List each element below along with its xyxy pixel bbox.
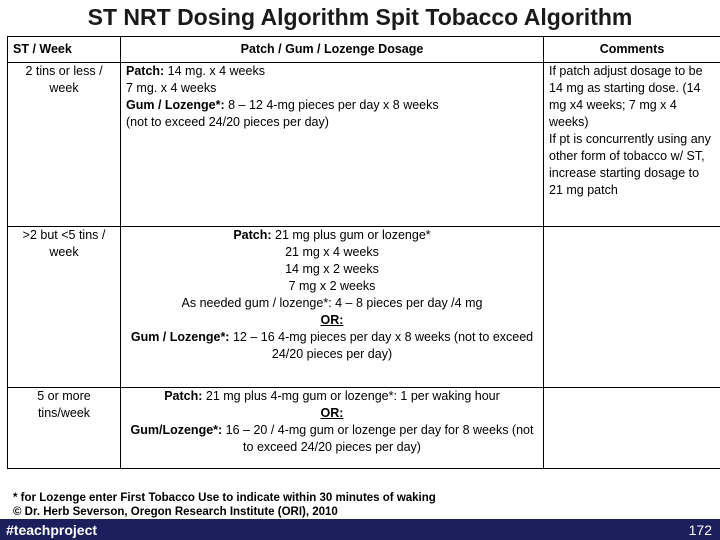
footnote-lozenge: * for Lozenge enter First Tobacco Use to indicate within 30 minutes of waking <box>13 492 436 504</box>
table-header-row <box>8 37 720 63</box>
dosage-line <box>126 227 538 244</box>
dosage-label: Patch: <box>164 389 203 403</box>
header-st-week: ST / Week <box>8 37 121 63</box>
bottom-bar <box>0 519 720 540</box>
dosage-line <box>126 295 538 312</box>
week-cell: 2 tins or less / week <box>8 63 121 227</box>
dosage-line <box>126 278 538 295</box>
comment-line: If pt is concurrently using any other form of tobacco w/ ST, increase starting dosage to 21 mg patch <box>549 132 711 197</box>
table-row-5-or-more-tins <box>8 388 720 469</box>
dosage-text: 21 mg x 4 weeks <box>285 245 379 259</box>
dosage-text: 7 mg. x 4 weeks <box>126 81 217 95</box>
dosage-cell <box>121 388 544 469</box>
dosage-cell <box>121 63 544 227</box>
dosage-line <box>126 244 538 261</box>
dosage-label: Patch: <box>233 228 272 242</box>
week-cell: >2 but <5 tins / week <box>8 227 121 388</box>
dosage-line <box>126 114 538 131</box>
table-row-2-to-5-tins <box>8 227 720 388</box>
comment-line: If patch adjust dosage to be 14 mg as starting dose. (14 mg x4 weeks; 7 mg x 4 weeks) <box>549 64 703 129</box>
table-row-2-tins-or-less <box>8 63 720 227</box>
footnote-copyright: © Dr. Herb Severson, Oregon Research Institute (ORI), 2010 <box>13 506 338 518</box>
dosage-text: As needed gum / lozenge*: 4 – 8 pieces per day /4 mg <box>181 296 483 310</box>
dosage-cell <box>121 227 544 388</box>
comments-cell <box>544 227 720 388</box>
slide-title: ST NRT Dosing Algorithm Spit Tobacco Algorithm <box>87 4 633 30</box>
dosage-label: Gum / Lozenge*: <box>126 98 225 112</box>
dosage-label: Patch: <box>126 64 165 78</box>
dosage-label: Gum/Lozenge*: <box>130 423 223 437</box>
hashtag-label: #teachproject <box>6 522 98 538</box>
dosage-line <box>126 261 538 278</box>
comments-cell <box>544 63 720 227</box>
dosage-label: Gum / Lozenge*: <box>130 330 230 344</box>
dosing-table <box>7 36 720 469</box>
dosage-text: 12 – 16 4-mg pieces per day x 8 weeks (not to exceed 24/20 pieces per day) <box>229 330 534 361</box>
dosage-or: OR: <box>320 313 344 327</box>
dosage-text: 7 mg x 2 weeks <box>288 279 376 293</box>
dosage-line <box>126 63 538 80</box>
dosage-text: 14 mg x 2 weeks <box>285 262 379 276</box>
slide-number: 172 <box>688 522 712 538</box>
dosage-text: (not to exceed 24/20 pieces per day) <box>126 115 329 129</box>
dosage-or-line <box>126 312 538 329</box>
dosage-text: 8 – 12 4-mg pieces per day x 8 weeks <box>224 98 439 112</box>
dosage-line <box>126 388 538 405</box>
dosage-or: OR: <box>320 406 344 420</box>
dosage-line <box>126 329 538 363</box>
dosage-text: 21 mg plus gum or lozenge* <box>271 228 431 242</box>
comments-cell <box>544 388 720 469</box>
dosage-text: 16 – 20 / 4-mg gum or lozenge per day for 8 weeks (not to exceed 24/20 pieces per day) <box>222 423 534 454</box>
footnote <box>13 491 713 519</box>
dosage-text: 21 mg plus 4-mg gum or lozenge*: 1 per waking hour <box>202 389 500 403</box>
dosage-line <box>126 80 538 97</box>
dosage-line <box>126 97 538 114</box>
header-dosage: Patch / Gum / Lozenge Dosage <box>121 37 544 63</box>
week-cell: 5 or more tins/week <box>8 388 121 469</box>
header-comments: Comments <box>544 37 720 63</box>
dosage-text: 14 mg. x 4 weeks <box>164 64 265 78</box>
dosage-line <box>126 422 538 456</box>
dosage-or-line <box>126 405 538 422</box>
